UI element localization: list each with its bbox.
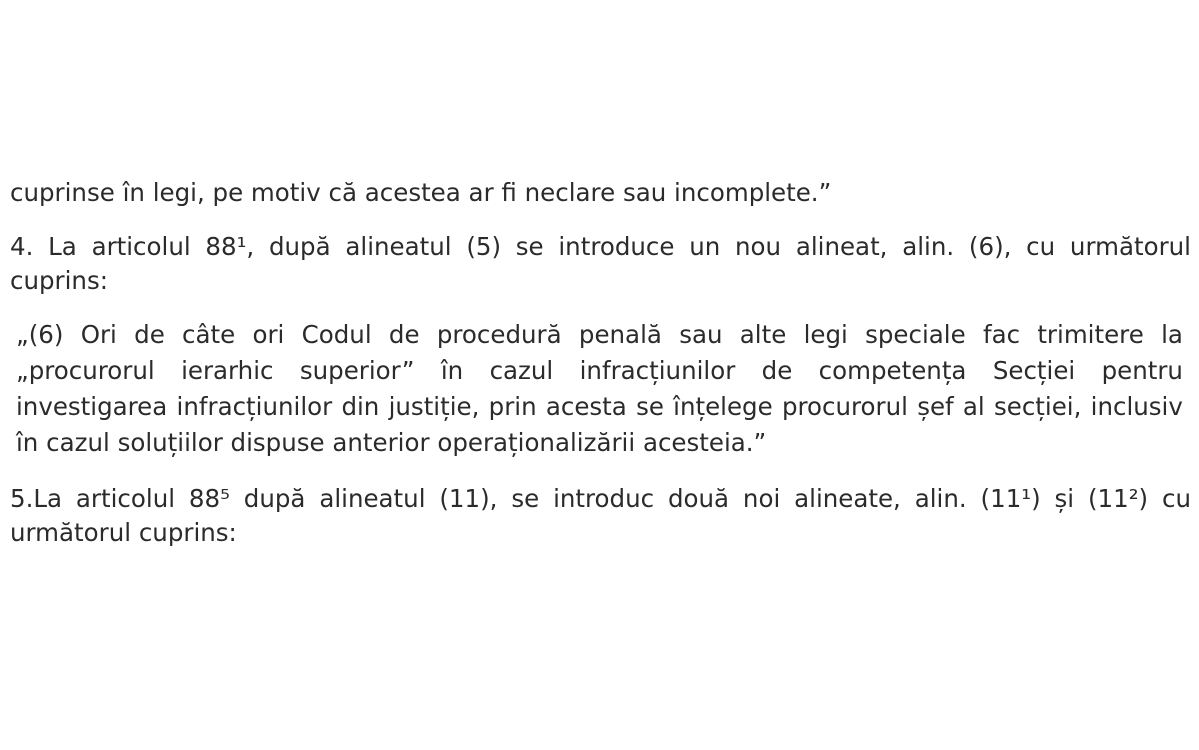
word: Ori	[80, 320, 117, 349]
word: noi	[742, 484, 781, 513]
word: (11¹)	[980, 484, 1041, 513]
word: 88⁵	[188, 484, 230, 513]
word: introduc	[553, 484, 655, 513]
word: se	[511, 484, 540, 513]
word: infracțiunilor	[176, 392, 333, 421]
word: cu	[1026, 232, 1056, 261]
word: de	[761, 356, 793, 385]
word: un	[689, 232, 721, 261]
word: alineate,	[794, 484, 901, 513]
word: șef	[917, 392, 954, 421]
word: 4.	[10, 232, 34, 261]
word: alineatul	[345, 232, 452, 261]
word: (11),	[439, 484, 498, 513]
word: al	[962, 392, 985, 421]
word: acesta	[545, 392, 627, 421]
word: 5.La	[10, 484, 63, 513]
quote-line-2	[16, 356, 1183, 386]
word: trimitere	[1037, 320, 1144, 349]
word: competența	[818, 356, 967, 385]
word: (11²)	[1088, 484, 1149, 513]
word: speciale	[865, 320, 966, 349]
word: înțelege	[673, 392, 773, 421]
word: procurorul	[781, 392, 908, 421]
word: în	[440, 356, 464, 385]
word: alte	[739, 320, 787, 349]
point-5-line-2	[10, 518, 237, 548]
word: câte	[182, 320, 236, 349]
point-5-line-1	[10, 484, 1191, 514]
word: inclusiv	[1090, 392, 1183, 421]
word: „(6)	[16, 320, 64, 349]
text-line: cuprinse în legi, pe motiv că acestea ar fi neclare sau incomplete.”	[10, 178, 832, 207]
word: prin	[488, 392, 537, 421]
word: se	[515, 232, 544, 261]
word: la	[1161, 320, 1183, 349]
word: introduce	[558, 232, 675, 261]
word: după	[268, 232, 331, 261]
word: după	[243, 484, 306, 513]
text-line: cuprins:	[10, 266, 108, 295]
word: două	[667, 484, 730, 513]
word: pentru	[1101, 356, 1183, 385]
word: (5)	[466, 232, 502, 261]
point-4-line-1	[10, 232, 1191, 262]
word: La	[48, 232, 77, 261]
word: ori	[252, 320, 285, 349]
word: articolul	[75, 484, 176, 513]
word: articolul	[91, 232, 191, 261]
word: sau	[679, 320, 723, 349]
quote-line-3	[16, 392, 1183, 422]
text-line: în cazul soluțiilor dispuse anterior operaționalizării acesteia.”	[16, 428, 767, 457]
word: din	[341, 392, 380, 421]
paragraph-line	[10, 178, 831, 208]
word: și	[1054, 484, 1075, 513]
word: superior”	[299, 356, 415, 385]
word: ierarhic	[181, 356, 274, 385]
word: investigarea	[16, 392, 168, 421]
word: infracțiunilor	[579, 356, 736, 385]
word: justiție,	[388, 392, 480, 421]
word: secției,	[994, 392, 1082, 421]
word: alin.	[914, 484, 967, 513]
word: alineatul	[319, 484, 426, 513]
word: se	[636, 392, 664, 421]
word: cazul	[489, 356, 554, 385]
word: (6),	[968, 232, 1012, 261]
word: 88¹,	[205, 232, 255, 261]
word: alin.	[902, 232, 955, 261]
quote-line-4	[16, 428, 766, 458]
word: cu	[1162, 484, 1191, 513]
text-line: următorul cuprins:	[10, 518, 237, 547]
word: fac	[982, 320, 1021, 349]
word: procedură	[436, 320, 562, 349]
word: penală	[578, 320, 662, 349]
word: următorul	[1069, 232, 1191, 261]
word: de	[134, 320, 165, 349]
word: legi	[803, 320, 848, 349]
word: alineat,	[795, 232, 888, 261]
quote-line-1	[16, 320, 1183, 350]
word: „procurorul	[16, 356, 155, 385]
word: Secției	[992, 356, 1076, 385]
point-4-line-2	[10, 266, 108, 296]
word: de	[388, 320, 420, 349]
word: Codul	[301, 320, 372, 349]
word: nou	[735, 232, 782, 261]
